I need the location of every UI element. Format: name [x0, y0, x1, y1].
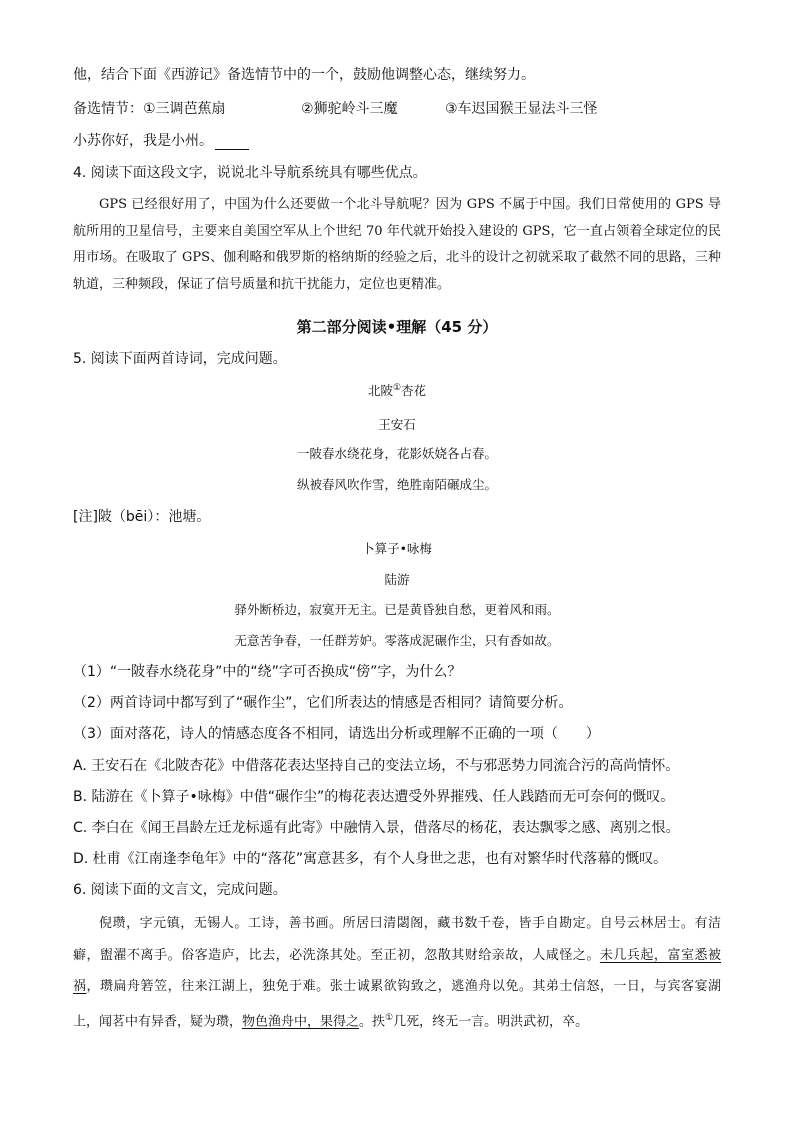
- poem2-author: 陆游: [384, 572, 410, 587]
- q6-text-4: 几死，终无一言。明洪武初，卒。: [393, 1013, 589, 1029]
- greeting-text: 小苏你好，我是小州。: [73, 133, 213, 149]
- poem1-title-text: 北陂: [367, 383, 393, 398]
- q6-underline-2: 物色渔舟中，果得之: [242, 1013, 360, 1029]
- choice-a: A. 王安石在《北陂杏花》中借落花表达坚持自己的变法立场，不与邪恶势力同流合污的高尚情怀。: [73, 758, 680, 774]
- poem1-title: [0, 381, 794, 399]
- footnote-marker-2: ①: [385, 1012, 394, 1023]
- choice-c: C. 李白在《闻王昌龄左迁龙标遥有此寄》中融情入景，借落尽的杨花，表达飘零之感、离别之恨。: [73, 820, 680, 836]
- poem1-line-1: 一陂春水绕花身，花影妖娆各占春。: [296, 446, 497, 461]
- q4-prompt: 4. 阅读下面这段文字，说说北斗导航系统具有哪些优点。: [73, 165, 427, 181]
- poem2-line-2: 无意苦争春，一任群芳妒。零落成泥碾作尘，只有香如故。: [234, 633, 560, 648]
- q5-sub-3: （3）面对落花，诗人的情感态度各不相同，请选出分析或理解不正确的一项（ ）: [73, 726, 600, 742]
- q6-text-3: 。抶: [359, 1013, 386, 1029]
- footnote-marker: ①: [392, 382, 402, 393]
- option-3: ③车迟国猴王显法斗三怪: [445, 101, 598, 117]
- poem2-title: 卜算子•咏梅: [362, 541, 432, 556]
- q4-passage: GPS 已经很好用了，中国为什么还要做一个北斗导航呢？因为 GPS 不属于中国。我们日常使用的 GPS 导航所用的卫星信号，主要来自美国空军从上个世纪 70 年代就开始投入建设的 GPS，它一直占领着全球定位的民用市场。在吸取了 GPS、伽利略和俄罗斯的格纳斯的经验之后，北斗的设计之初就采取了截然不同的思路，三种轨道，三种频段，保证了信号质量和抗干扰能力，定位也更精准。: [73, 197, 721, 292]
- poem1-note: [注]陂（bēi）：池塘。: [73, 509, 211, 525]
- q5-prompt: 5. 阅读下面两首诗词，完成问题。: [73, 351, 287, 367]
- q6-prompt: 6. 阅读下面的文言文，完成问题。: [73, 882, 287, 898]
- poem1-line-2: 纵被春风吹作雪，绝胜南陌碾成尘。: [296, 477, 497, 492]
- options-label: 备选情节：: [73, 101, 143, 117]
- q5-sub-2: （2）两首诗词中都写到了“碾作尘”，它们所表达的情感是否相同？请简要分析。: [73, 695, 573, 711]
- q5-sub-1: （1）“一陂春水绕花身”中的“绕”字可否换成“傍”字，为什么？: [73, 664, 462, 680]
- choice-b: B. 陆游在《卜算子•咏梅》中借“碾作尘”的梅花表达遭受外界摧残、任人践踏而无可奈何的慨叹。: [73, 789, 675, 805]
- option-1: ①三调芭蕉扇: [143, 101, 226, 117]
- option-2: ②狮驼岭斗三魔: [301, 101, 398, 117]
- q6-passage: [73, 908, 721, 1037]
- answer-blank: [215, 135, 249, 150]
- choice-d: D. 杜甫《江南逢李龟年》中的“落花”寓意甚多，有个人身世之悲，也有对繁华时代落幕的慨叹。: [73, 851, 668, 867]
- section-2-title: 第二部分阅读•理解（45 分）: [296, 318, 498, 336]
- poem2-line-1: 驿外断桥边，寂寞开无主。已是黄昏独自愁，更着风和雨。: [234, 602, 560, 617]
- options-line: [73, 98, 733, 118]
- q6-underline-1: 未几兵起，富室悉被祸: [73, 947, 721, 994]
- poem1-title-end: 杏花: [401, 383, 427, 398]
- greeting-line: [73, 130, 733, 150]
- q6-text-2: ，瓒扁舟箬笠，往来江湖上，独免于难。张士诚累欲钩致之，逃渔舟以免。其弟士信怒，一日，与宾客宴湖上，闻茗中有异香，疑为瓒，: [73, 979, 721, 1029]
- q6-text-1: 倪瓒，字元镇，无锡人。工诗，善书画。所居曰清閟阁，藏书数千卷，皆手自勘定。自号云林居士。有洁癖，盥濯不离手。俗客造庐，比去，必洗涤其处。至正初，忽散其财给亲故，人咸怪之。: [73, 916, 721, 963]
- intro-line: 他，结合下面《西游记》备选情节中的一个，鼓励他调整心态，继续努力。: [73, 67, 535, 83]
- poem1-author: 王安石: [378, 417, 416, 432]
